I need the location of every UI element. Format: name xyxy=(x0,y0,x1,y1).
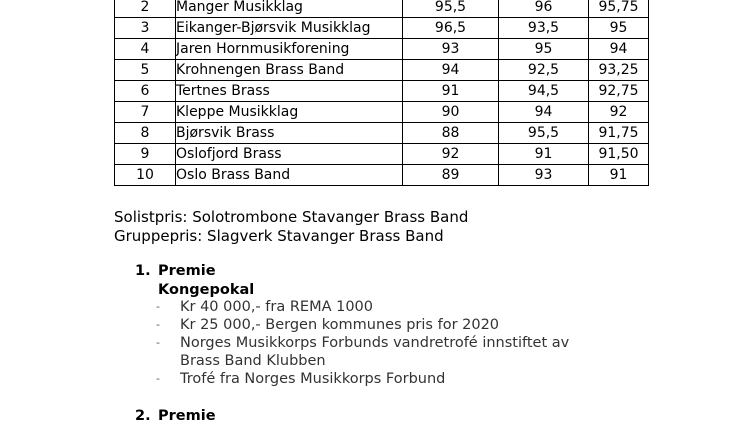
cell-score-a: 89 xyxy=(403,165,499,186)
cell-score-b: 94 xyxy=(499,102,589,123)
dash-bullet-icon: - xyxy=(156,318,160,331)
premie-2-title: Premie xyxy=(158,408,216,424)
premie-1-items xyxy=(156,298,569,388)
cell-rank: 6 xyxy=(115,81,176,102)
cell-name: Oslo Brass Band xyxy=(176,165,403,186)
table-row xyxy=(115,165,649,186)
cell-score-a: 94 xyxy=(403,60,499,81)
cell-score-a: 96,5 xyxy=(403,18,499,39)
cell-total: 95,75 xyxy=(589,0,649,18)
cell-score-a: 90 xyxy=(403,102,499,123)
cell-score-b: 95 xyxy=(499,39,589,60)
cell-score-b: 94,5 xyxy=(499,81,589,102)
list-item: - Kr 25 000,- Bergen kommunes pris for 2020 xyxy=(156,317,500,333)
cell-score-b: 95,5 xyxy=(499,123,589,144)
cell-score-b: 91 xyxy=(499,144,589,165)
gruppe-pris: Gruppepris: Slagverk Stavanger Brass Band xyxy=(114,227,444,245)
cell-name: Kleppe Musikklag xyxy=(176,102,403,123)
cell-rank: 10 xyxy=(115,165,176,186)
cell-rank: 5 xyxy=(115,60,176,81)
cell-name: Oslofjord Brass xyxy=(176,144,403,165)
list-item-continuation: Brass Band Klubben xyxy=(180,353,326,369)
cell-total: 92,75 xyxy=(589,81,649,102)
list-item: - Kr 40 000,- fra REMA 1000 xyxy=(156,299,374,315)
cell-score-b: 93 xyxy=(499,165,589,186)
cell-name: Eikanger-Bjørsvik Musikklag xyxy=(176,18,403,39)
cell-score-b: 93,5 xyxy=(499,18,589,39)
table-row xyxy=(115,144,649,165)
table-row xyxy=(115,123,649,144)
cell-name: Jaren Hornmusikforening xyxy=(176,39,403,60)
cell-name: Bjørsvik Brass xyxy=(176,123,403,144)
cell-total: 95 xyxy=(589,18,649,39)
cell-score-a: 93 xyxy=(403,39,499,60)
cell-total: 93,25 xyxy=(589,60,649,81)
premie-2-number: 2. xyxy=(135,408,151,424)
cell-score-a: 91 xyxy=(403,81,499,102)
cell-rank: 4 xyxy=(115,39,176,60)
cell-name: Manger Musikklag xyxy=(176,0,403,18)
list-item: - Norges Musikkorps Forbunds vandretrofé innstiftet av xyxy=(156,335,570,351)
dash-bullet-icon: - xyxy=(156,336,160,349)
cell-rank: 8 xyxy=(115,123,176,144)
cell-total: 91,75 xyxy=(589,123,649,144)
table-row xyxy=(115,81,649,102)
cell-total: 92 xyxy=(589,102,649,123)
cell-score-a: 92 xyxy=(403,144,499,165)
cell-rank: 2 xyxy=(115,0,176,18)
premie-1-heading xyxy=(135,262,216,281)
cell-name: Krohnengen Brass Band xyxy=(176,60,403,81)
cell-score-b: 96 xyxy=(499,0,589,18)
solist-pris: Solistpris: Solotrombone Stavanger Brass Band xyxy=(114,208,469,226)
cell-total: 91 xyxy=(589,165,649,186)
table-row xyxy=(115,102,649,123)
cell-score-a: 88 xyxy=(403,123,499,144)
dash-bullet-icon: - xyxy=(156,372,160,385)
table-row xyxy=(115,18,649,39)
cell-score-a: 95,5 xyxy=(403,0,499,18)
table-row xyxy=(115,60,649,81)
table-row xyxy=(115,39,649,60)
premie-1-number: 1. xyxy=(135,263,151,279)
premie-1-subtitle: Kongepokal xyxy=(158,282,255,298)
cell-rank: 3 xyxy=(115,18,176,39)
dash-bullet-icon: - xyxy=(156,300,160,313)
cell-score-b: 92,5 xyxy=(499,60,589,81)
cell-total: 94 xyxy=(589,39,649,60)
cell-name: Tertnes Brass xyxy=(176,81,403,102)
cell-rank: 7 xyxy=(115,102,176,123)
list-item: - Trofé fra Norges Musikkorps Forbund xyxy=(156,371,446,387)
table-row xyxy=(115,0,649,18)
cell-rank: 9 xyxy=(115,144,176,165)
premie-1-title: Premie xyxy=(158,263,216,279)
cell-total: 91,50 xyxy=(589,144,649,165)
premie-2-heading xyxy=(135,407,216,426)
results-table xyxy=(114,0,649,186)
